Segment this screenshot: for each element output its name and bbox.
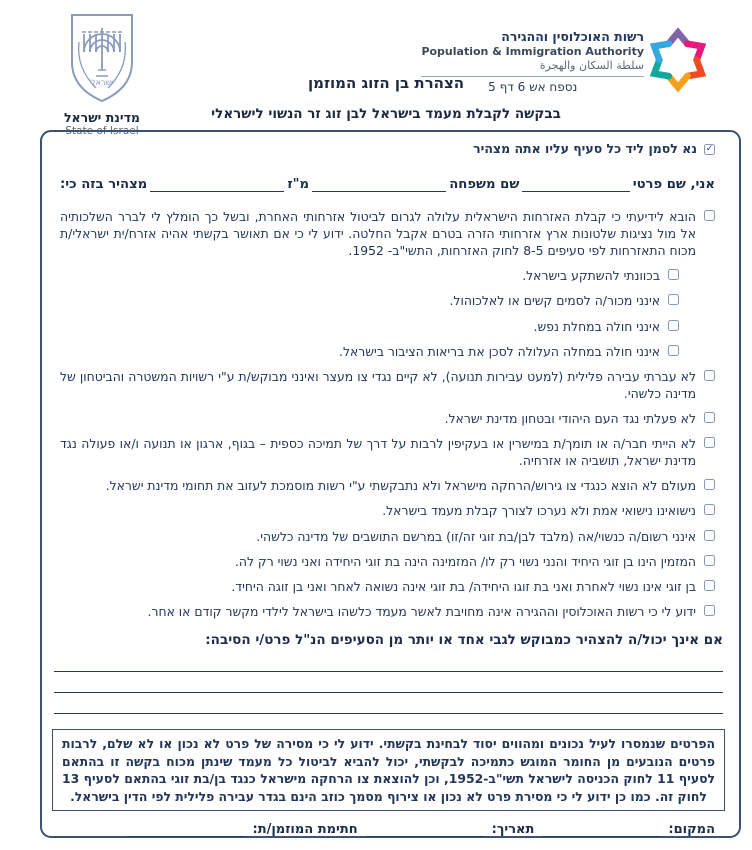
declaration-item (60, 528, 715, 545)
declaration-item (60, 578, 715, 595)
declare-suffix-label: מצהיר בזה כי: (60, 177, 148, 192)
document-title: הצהרת בן הזוג המוזמן (307, 74, 465, 92)
authority-name-arabic: سلطة السكان والهجرة (539, 59, 644, 72)
israel-state-emblem-icon (62, 12, 142, 104)
declaration-item (60, 435, 715, 469)
item-text: אינני רשום/ה כנשוי/אה (מלבד לבן/בת זוגי זה/זו) במרשם התושבים של מדינה כלשהי. (256, 528, 696, 544)
check-icon: ✓ (705, 144, 714, 154)
item-text: לא הייתי חבר/ה או תומך/ת במישרין או בעקיפין לרבות על דרך של תמיכה כספית – בגוף, ארגון או תנועה ו/או פעולה נגד מדינת ישראל, תושביה או אזרחיה. (60, 436, 696, 469)
item-checkbox[interactable] (704, 412, 715, 423)
document-subtitle: בבקשה לקבלת מעמד בישראל לבן זוג זר הנשוי לישראלי (211, 106, 561, 122)
item-checkbox[interactable] (704, 555, 715, 566)
date-label: תאריך: (491, 822, 535, 838)
declaration-item (60, 292, 679, 309)
item-checkbox[interactable] (668, 294, 679, 305)
date-field[interactable] (366, 822, 484, 837)
item-checkbox[interactable] (704, 437, 715, 448)
item-text: מעולם לא הוצא כנגדי צו גירוש/הרחקה מישראל ולא נתבקשתי ע"י רשות מוסמכת לעזוב את תחומי מדינת ישראל. (105, 478, 696, 494)
item-checkbox[interactable] (704, 504, 715, 515)
item-text: אינני חולה במחלה העלולה לסכן את בריאות הציבור בישראל. (339, 343, 660, 359)
item-text: ידוע לי כי רשות האוכלוסין וההגירה אינה מחויבת לאשר מעמד כלשהו בישראל לילדי מקשר קודם או אחר. (147, 603, 696, 619)
marking-instruction-row (60, 141, 715, 156)
declaration-item (60, 208, 715, 259)
item-checkbox[interactable] (704, 479, 715, 490)
declaration-item (60, 343, 679, 360)
id-number-label: מ"ז (287, 177, 310, 192)
reason-line-2[interactable] (54, 672, 723, 693)
item-checkbox[interactable] (704, 210, 715, 221)
id-number-field[interactable] (150, 177, 284, 192)
star-chevron (650, 38, 669, 60)
item-text: בכוונתי להשתקע בישראל. (522, 268, 660, 284)
reason-line-3[interactable] (54, 693, 723, 714)
item-checkbox[interactable] (668, 269, 679, 280)
declaration-item (60, 318, 679, 335)
declaration-item (60, 368, 715, 402)
signature-label: חתימת המוזמן/ת: (252, 822, 358, 838)
legal-notice-box (52, 729, 725, 811)
legal-notice-text: הפרטים שנמסרו לעיל נכונים ומהווים יסוד לבחינת בקשתי. ידוע לי כי מסירה של פרט לא נכון או לא שלם, לרבות פרטים הנובעים מן החומר המוגש כתמיכה לבקשתי, יכול להביא לביטול כל מעמד שינתן מכוח בקשה זו בהתאם לסעיף 11 לחוק הכניסה לישראל תשי"ב-1952, וכן להוצאת צו הרחקה מישראל כנגד בן/בת זוגי בהתאם לסעיף 13 לחוק זה. כמו כן ידוע לי כי מסירת פרט לא נכון או צירוף מסמך כוזב הינם בגדר עבירה פלילית לפי הדין בישראל. (62, 735, 715, 804)
item-text: הובא לידיעתי כי קבלת האזרחות הישראלית עלולה לגרום לביטול אזרחותי האחרת, ובשל כך הומלץ לי לברר השלכותיה אל מול נציגות שלטונות ארץ אזרחותי הזרה בטרם אקבל החלטה. ידוע לי כי אם תאושר בקשתי אהיה אזרח/ית ישראלי/ת מכוח התאזרחות לפי סעיפים 8-5 לחוק האזרחות, התשי"ב- 1952. (60, 209, 696, 259)
item-text: בן זוגי אינו נשוי לאחרת ואני בת זוגו היחידה/ בת זוגי אינה נשואה לאחר ואני בן זוגה היחיד. (231, 578, 696, 594)
identity-line (60, 177, 715, 192)
item-checkbox[interactable] (704, 580, 715, 591)
reason-line-1[interactable] (54, 651, 723, 672)
first-name-field[interactable] (522, 177, 629, 192)
signature-field[interactable] (127, 822, 245, 837)
item-text: לא פעלתי נגד העם היהודי ובטחון מדינת ישראל. (444, 410, 696, 426)
authority-star-logo (644, 20, 712, 98)
emblem-label-hebrew: מדינת ישראל (64, 110, 140, 125)
declaration-item (60, 603, 715, 620)
declaration-items-list (60, 208, 715, 620)
item-text: לא עברתי עבירה פלילית (למעט עבירות תנועה), לא קיים נגדי צו מעצר ואינני מבוקש/ת ע"י רשויות המשטרה והביטחון של מדינה כלשהי. (60, 368, 696, 401)
declaration-item (60, 553, 715, 570)
declaration-item (60, 410, 715, 427)
item-checkbox[interactable] (704, 530, 715, 541)
marking-instruction-text: נא לסמן ליד כל סעיף עליו אתה מצהיר (473, 141, 697, 156)
identity-intro-label: אני, שם פרטי (632, 177, 715, 192)
item-text: נישואינו נישואי אמת ולא נערכו לצורך קבלת מעמד בישראל. (382, 503, 696, 519)
item-text: המזמין הינו בן זוגי היחיד והנני נשוי רק לו/ המזמינה הינה בת זוגי היחידה ואני נשוי רק לה. (234, 553, 696, 569)
item-checkbox[interactable] (704, 370, 715, 381)
place-field[interactable] (542, 822, 660, 837)
reason-heading: אם אינך יכול/ה להצהיר כמבוקש לגבי אחד או יותר מן הסעיפים הנ"ל פרט/י הסיבה: (205, 631, 723, 648)
item-checkbox[interactable] (668, 345, 679, 356)
emblem-ribbon-text: ישראל (91, 78, 113, 87)
declaration-item (60, 267, 679, 284)
signature-row (60, 822, 715, 837)
appendix-reference: נספח אש 6 דף 5 (488, 80, 578, 94)
last-name-field[interactable] (312, 177, 446, 192)
place-label: המקום: (668, 822, 715, 838)
emblem-label-english: State of Israel (65, 125, 139, 137)
declaration-box (40, 130, 741, 838)
authority-name-english: Population & Immigration Authority (421, 45, 644, 58)
item-text: אינני חולה במחלת נפש. (533, 318, 660, 334)
sample-checked-checkbox (704, 144, 715, 155)
item-checkbox[interactable] (704, 605, 715, 616)
item-text: אינני מכור/ה לסמים קשים או לאלכוהול. (449, 293, 660, 309)
authority-name-hebrew: רשות האוכלוסין וההגירה (501, 29, 644, 44)
item-checkbox[interactable] (668, 320, 679, 331)
star-of-david-logo-icon (644, 20, 712, 98)
last-name-label: שם משפחה (449, 177, 520, 192)
declaration-item (60, 477, 715, 494)
declaration-item (60, 502, 715, 519)
star-chevron (687, 60, 706, 82)
